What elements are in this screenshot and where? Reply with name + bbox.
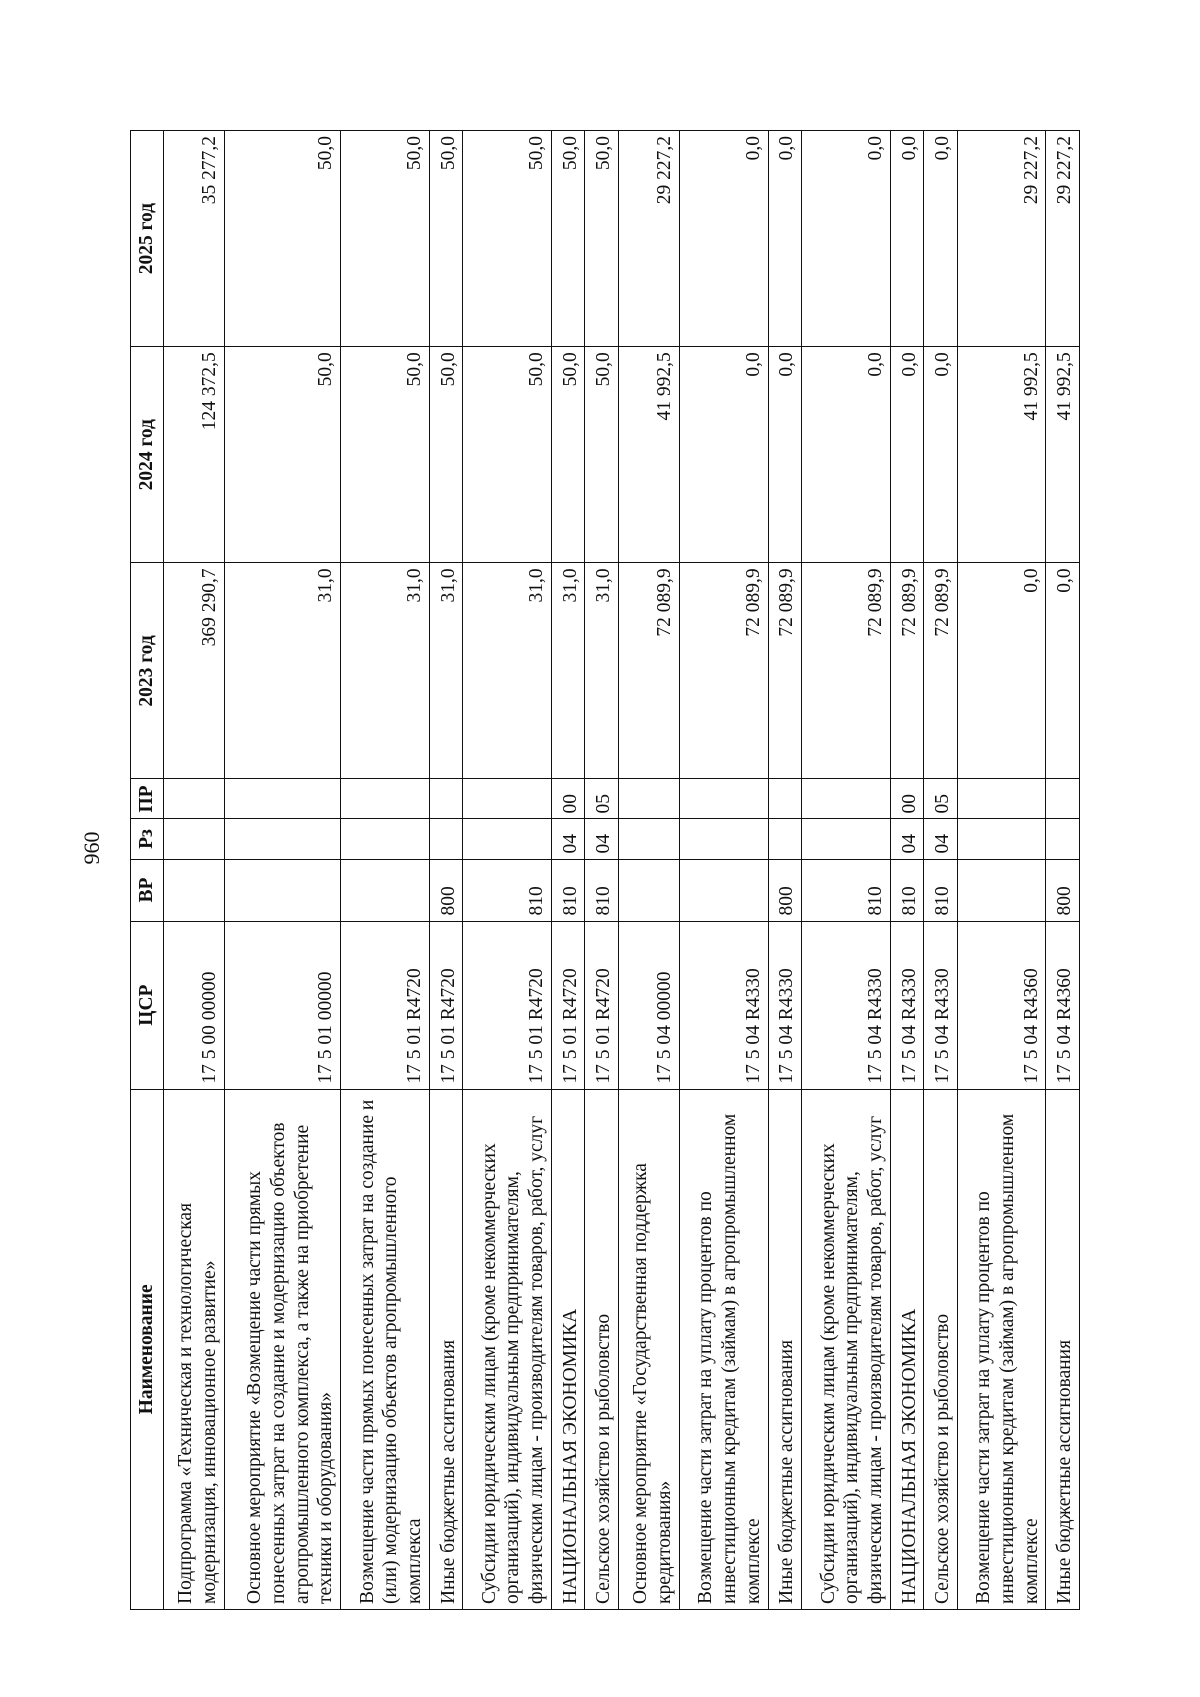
table-row [768,131,801,1610]
cell-2025: 29 227,2 [957,131,1046,347]
cell-name: Иные бюджетные ассигнования [768,1089,801,1609]
budget-table [130,130,1080,1610]
cell-rz [429,819,462,859]
cell-vr: 800 [429,859,462,921]
cell-vr: 810 [585,859,618,921]
cell-2023: 72 089,9 [768,563,801,779]
budget-table-rotated [130,130,1080,1610]
cell-name: Основное мероприятие «Государственная поддержка кредитования» [618,1089,679,1609]
cell-pr [429,779,462,819]
cell-2023: 31,0 [552,563,585,779]
table-row [585,131,618,1610]
cell-2024: 50,0 [585,347,618,563]
cell-2023: 31,0 [341,563,430,779]
cell-2024: 124 372,5 [163,347,224,563]
cell-rz [768,819,801,859]
cell-2023: 72 089,9 [802,563,891,779]
cell-pr: 05 [585,779,618,819]
header-2025: 2025 год [131,131,164,347]
cell-csr: 17 5 04 R4330 [768,921,801,1089]
cell-name: Основное мероприятие «Возмещение части прямых понесенных затрат на создание и модернизацию объектов агропромышленного комплекса, а также на приобретение техники и оборудования» [224,1089,340,1609]
cell-2023: 0,0 [957,563,1046,779]
cell-csr: 17 5 00 00000 [163,921,224,1089]
cell-2024: 0,0 [924,347,957,563]
cell-2024: 0,0 [768,347,801,563]
cell-csr: 17 5 04 R4330 [890,921,923,1089]
cell-csr: 17 5 01 R4720 [585,921,618,1089]
cell-rz: 04 [585,819,618,859]
cell-vr [618,859,679,921]
cell-2025: 50,0 [224,131,340,347]
cell-name: Возмещение части прямых понесенных затрат на создание и (или) модернизацию объектов агропромышленного комплекса [341,1089,430,1609]
cell-vr: 800 [1046,859,1080,921]
cell-2025: 35 277,2 [163,131,224,347]
cell-pr [463,779,552,819]
cell-pr [957,779,1046,819]
table-body [163,131,1079,1610]
cell-vr [680,859,769,921]
cell-rz [957,819,1046,859]
cell-csr: 17 5 04 00000 [618,921,679,1089]
header-rz: Рз [131,819,164,859]
cell-rz: 04 [890,819,923,859]
cell-2025: 50,0 [552,131,585,347]
cell-vr: 810 [924,859,957,921]
cell-pr [802,779,891,819]
table-row [618,131,679,1610]
cell-vr: 810 [463,859,552,921]
cell-vr: 810 [552,859,585,921]
cell-name: НАЦИОНАЛЬНАЯ ЭКОНОМИКА [552,1089,585,1609]
table-row [680,131,769,1610]
table-row [1046,131,1080,1610]
table-row [552,131,585,1610]
table-row [957,131,1046,1610]
cell-2024: 41 992,5 [957,347,1046,563]
cell-csr: 17 5 01 R4720 [341,921,430,1089]
cell-pr: 00 [552,779,585,819]
header-pr: ПР [131,779,164,819]
cell-2023: 72 089,9 [618,563,679,779]
cell-rz [680,819,769,859]
cell-2025: 29 227,2 [618,131,679,347]
cell-rz [163,819,224,859]
cell-2025: 50,0 [341,131,430,347]
cell-name: Сельское хозяйство и рыболовство [924,1089,957,1609]
cell-pr: 05 [924,779,957,819]
cell-name: Иные бюджетные ассигнования [1046,1089,1080,1609]
cell-2024: 41 992,5 [1046,347,1080,563]
table-header-row [131,131,164,1610]
cell-pr [341,779,430,819]
table-row [163,131,224,1610]
table-row [890,131,923,1610]
cell-2023: 72 089,9 [680,563,769,779]
cell-2023: 369 290,7 [163,563,224,779]
cell-2025: 50,0 [429,131,462,347]
cell-2024: 50,0 [341,347,430,563]
table-row [802,131,891,1610]
cell-rz [463,819,552,859]
cell-name: НАЦИОНАЛЬНАЯ ЭКОНОМИКА [890,1089,923,1609]
cell-2024: 50,0 [429,347,462,563]
cell-rz: 04 [924,819,957,859]
cell-rz: 04 [552,819,585,859]
cell-name: Сельское хозяйство и рыболовство [585,1089,618,1609]
cell-2024: 0,0 [890,347,923,563]
cell-vr: 810 [890,859,923,921]
cell-2024: 0,0 [802,347,891,563]
cell-vr: 800 [768,859,801,921]
cell-2023: 72 089,9 [924,563,957,779]
cell-2023: 31,0 [585,563,618,779]
cell-pr [680,779,769,819]
cell-vr [163,859,224,921]
header-csr: ЦСР [131,921,164,1089]
cell-rz [224,819,340,859]
cell-csr: 17 5 04 R4360 [1046,921,1080,1089]
cell-name: Субсидии юридическим лицам (кроме некоммерческих организаций), индивидуальным предпринимателям, физическим лицам - производителям товаров, работ, услуг [802,1089,891,1609]
cell-pr [768,779,801,819]
cell-2025: 0,0 [768,131,801,347]
cell-2025: 0,0 [924,131,957,347]
cell-csr: 17 5 04 R4330 [680,921,769,1089]
table-row [341,131,430,1610]
cell-name: Подпрограмма «Техническая и технологическая модернизация, инновационное развитие» [163,1089,224,1609]
cell-pr [224,779,340,819]
table-row [429,131,462,1610]
cell-rz [618,819,679,859]
cell-name: Иные бюджетные ассигнования [429,1089,462,1609]
cell-rz [341,819,430,859]
cell-name: Субсидии юридическим лицам (кроме некоммерческих организаций), индивидуальным предпринимателям, физическим лицам - производителям товаров, работ, услуг [463,1089,552,1609]
cell-csr: 17 5 01 00000 [224,921,340,1089]
header-name: Наименование [131,1089,164,1609]
cell-pr [163,779,224,819]
cell-2025: 29 227,2 [1046,131,1080,347]
cell-name: Возмещение части затрат на уплату процентов по инвестиционным кредитам (займам) в агропромышленном комплексе [680,1089,769,1609]
cell-csr: 17 5 01 R4720 [463,921,552,1089]
table-row [224,131,340,1610]
cell-pr [1046,779,1080,819]
cell-rz [1046,819,1080,859]
cell-2025: 0,0 [680,131,769,347]
cell-2025: 0,0 [802,131,891,347]
table-row [924,131,957,1610]
cell-2024: 0,0 [680,347,769,563]
cell-pr [618,779,679,819]
cell-vr [341,859,430,921]
header-2024: 2024 год [131,347,164,563]
cell-2023: 72 089,9 [890,563,923,779]
cell-vr [957,859,1046,921]
cell-pr: 00 [890,779,923,819]
page-number: 960 [79,831,104,865]
cell-2023: 31,0 [429,563,462,779]
cell-2024: 50,0 [463,347,552,563]
cell-vr: 810 [802,859,891,921]
cell-csr: 17 5 01 R4720 [429,921,462,1089]
header-2023: 2023 год [131,563,164,779]
cell-name: Возмещение части затрат на уплату процентов по инвестиционным кредитам (займам) в агропромышленном комплексе [957,1089,1046,1609]
cell-csr: 17 5 04 R4360 [957,921,1046,1089]
cell-vr [224,859,340,921]
cell-2023: 31,0 [463,563,552,779]
cell-2025: 50,0 [585,131,618,347]
cell-2025: 0,0 [890,131,923,347]
cell-2023: 31,0 [224,563,340,779]
cell-2024: 50,0 [552,347,585,563]
cell-csr: 17 5 04 R4330 [924,921,957,1089]
cell-csr: 17 5 04 R4330 [802,921,891,1089]
cell-2025: 50,0 [463,131,552,347]
table-row [463,131,552,1610]
cell-2023: 0,0 [1046,563,1080,779]
header-vr: ВР [131,859,164,921]
cell-2024: 41 992,5 [618,347,679,563]
cell-2024: 50,0 [224,347,340,563]
cell-csr: 17 5 01 R4720 [552,921,585,1089]
cell-rz [802,819,891,859]
